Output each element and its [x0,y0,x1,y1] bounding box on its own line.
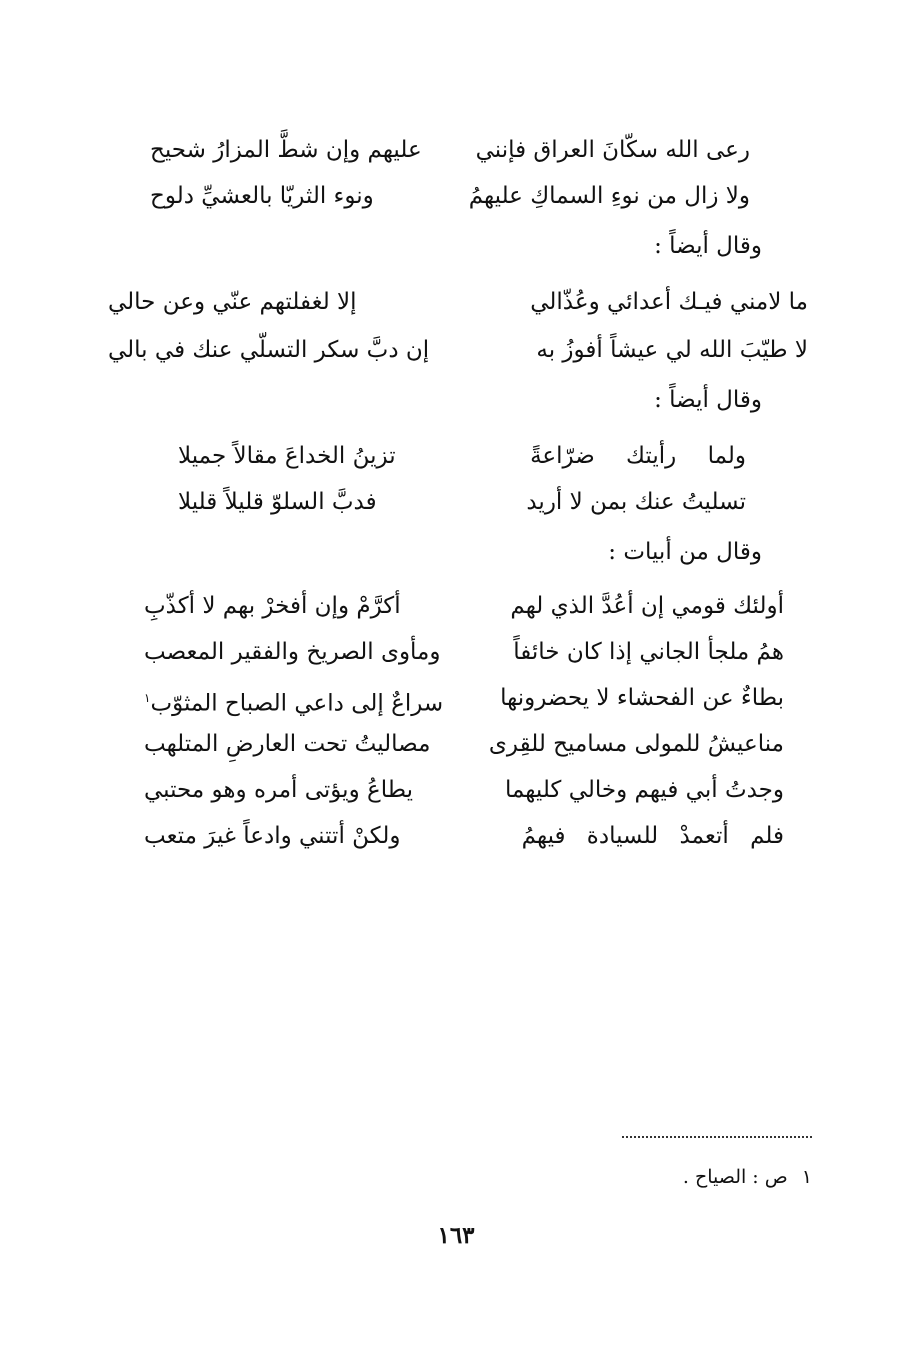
section-heading: وقال من أبيات : [608,539,762,565]
footnote-number: ١ [801,1166,812,1188]
verse [178,436,746,476]
verse [144,632,784,672]
verse [144,586,784,626]
second-hemistich [144,678,443,724]
section-heading: وقال أيضاً : [654,233,762,259]
first-hemistich: بطاءٌ عن الفحشاء لا يحضرونها [500,685,784,711]
second-hemistich: إلا لغفلتهم عنّي وعن حالي [108,289,357,315]
first-hemistich: ما لامني فيـك أعدائي وعُذّالي [530,289,808,315]
second-hemistich: ولكنْ أتتني وادعاً غيرَ متعب [144,823,401,849]
footnote-marker: ١ [144,691,151,705]
first-hemistich: مناعيشُ للمولى مساميح للقِرى [488,731,784,757]
first-hemistich: أولئك قومي إن أعُدَّ الذي لهم [510,593,784,619]
second-hemistich: يطاعُ ويؤتى أمره وهو محتبي [144,777,413,803]
footnote-separator [622,1136,812,1138]
verse [144,770,784,810]
second-hemistich: عليهم وإن شطَّ المزارُ شحيح [150,137,422,163]
first-hemistich: ولا زال من نوءِ السماكِ عليهمُ [468,183,750,209]
second-hemistich-text: سراعٌ إلى داعي الصباح المثوّب [150,690,444,717]
second-hemistich: مصاليتُ تحت العارضِ المتلهب [144,731,431,757]
second-hemistich: إن دبَّ سكر التسلّي عنك في بالي [108,337,430,363]
footnote [683,1162,812,1192]
second-hemistich: ونوء الثريّا بالعشيِّ دلوح [150,183,374,209]
verse [108,282,808,322]
first-hemistich: ولما رأيتك ضرّاعةً [530,443,746,469]
verse [178,482,746,522]
first-hemistich: لا طيّبَ الله لي عيشاً أفوزُ به [536,337,808,363]
first-hemistich: رعى الله سكّانَ العراق فإنني [475,137,750,163]
verse [144,678,784,718]
first-hemistich: تسليتُ عنك بمن لا أريد [526,489,746,515]
footnote-text: ص : الصياح . [682,1166,788,1188]
verse [144,816,784,856]
first-hemistich: وجدتُ أبي فيهم وخالي كليهما [504,777,784,803]
section-heading: وقال أيضاً : [654,387,762,413]
first-hemistich: فلم أتعمدْ للسيادة فيهمُ [521,823,784,849]
verse [150,176,750,216]
second-hemistich: ومأوى الصريخ والفقير المعصب [144,639,441,665]
second-hemistich: أكرَّمْ وإن أفخرْ بهم لا أكذّبِ [144,593,401,619]
second-hemistich: فدبَّ السلوّ قليلاً قليلا [178,489,377,515]
verse [150,130,750,170]
page-number: ١٦٣ [437,1222,475,1249]
verse [144,724,784,764]
second-hemistich: تزينُ الخداعَ مقالاً جميلا [178,443,396,469]
verse [108,330,808,370]
first-hemistich: همُ ملجأ الجاني إذا كان خائفاً [513,639,784,665]
